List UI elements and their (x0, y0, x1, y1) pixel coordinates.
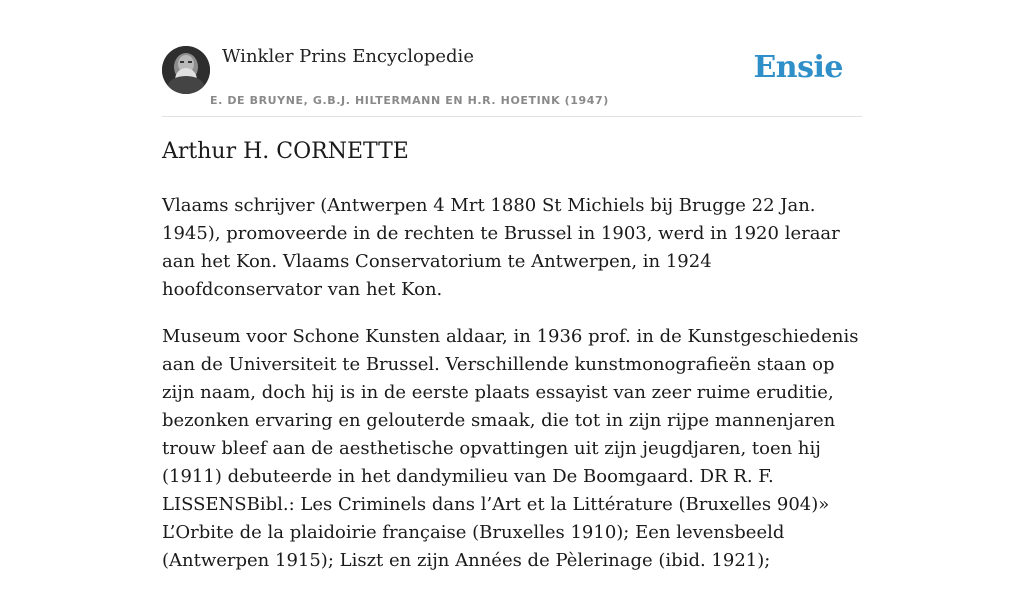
article-title: Arthur H. CORNETTE (162, 139, 409, 164)
article-paragraph-1: Vlaams schrijver (Antwerpen 4 Mrt 1880 St Michiels bij Brugge 22 Jan. 1945), promoveerde in de rechten te Brussel in 1903, werd in 1920 leraar aan het Kon. Vlaams Conservatorium te Antwerpen, in 1924 hoofdconservator van het Kon. (162, 195, 840, 300)
article-body (162, 192, 866, 594)
portrait-image (162, 46, 210, 94)
ensie-logo-link[interactable]: Ensie (753, 50, 843, 85)
author-portrait-avatar (162, 46, 210, 94)
encyclopedia-editors: E. DE BRUYNE, G.B.J. HILTERMANN EN H.R. HOETINK (1947) (210, 94, 609, 107)
site-title[interactable]: Winkler Prins Encyclopedie (222, 46, 474, 67)
article-paragraph-2: Museum voor Schone Kunsten aldaar, in 1936 prof. in de Kunstgeschiedenis aan de Universiteit te Brussel. Verschillende kunstmonografieën staan op zijn naam, doch hij is in de eerste plaats essayist van zeer ruime eruditie, bezonken ervaring en gelouterde smaak, die tot in zijn rijpe mannenjaren trouw bleef aan de aesthetische opvattingen uit zijn jeugdjaren, toen hij (1911) debuteerde in het dandymilieu van De Boomgaard. DR R. F. LISSENSBibl.: Les Criminels dans l’Art et la Littérature (Bruxelles 904)» L’Orbite de la plaidoirie française (Bruxelles 1910); Een levensbeeld (Antwerpen 1915); Liszt en zijn Années de Pèlerinage (ibid. 1921); (162, 326, 859, 571)
site-header (162, 44, 862, 117)
